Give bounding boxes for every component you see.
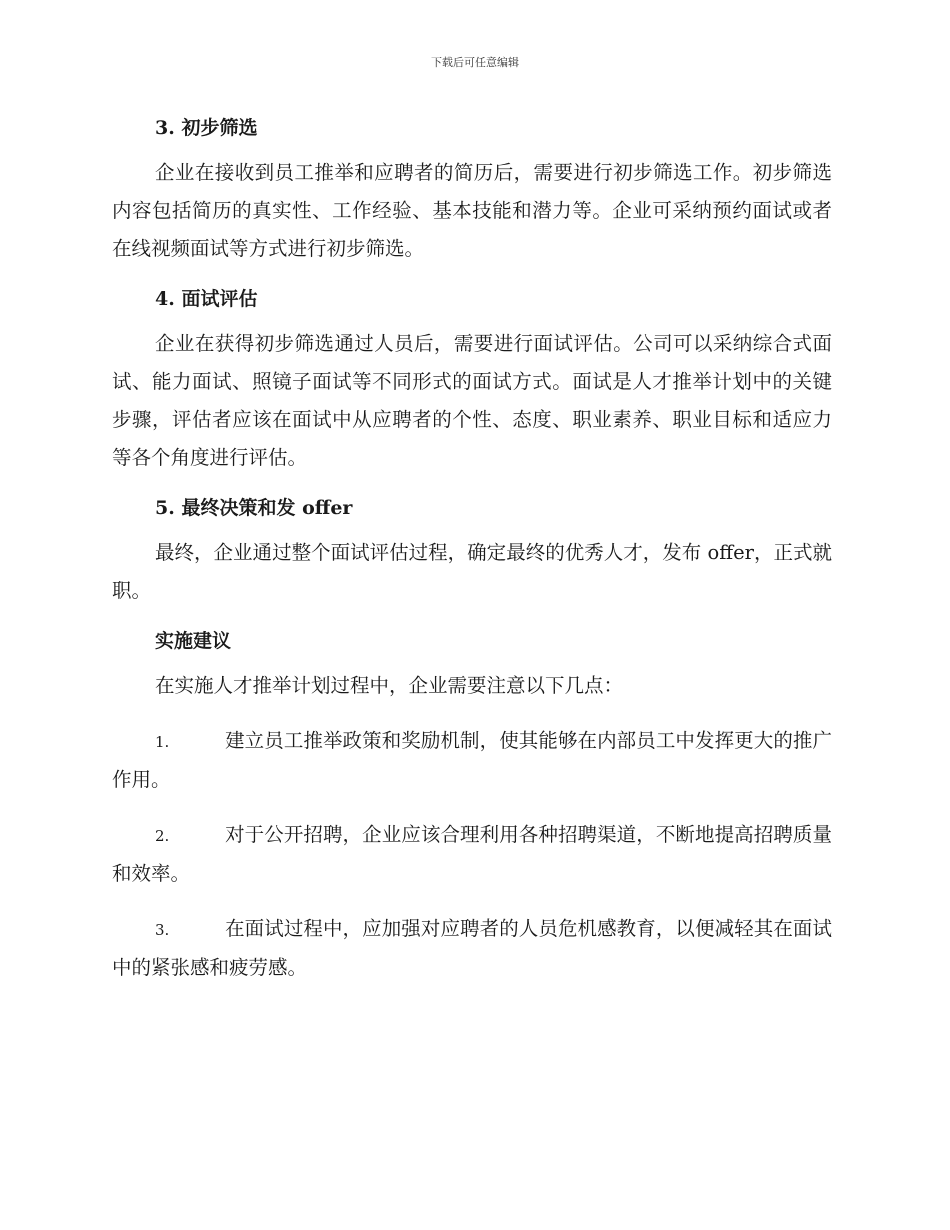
section-paragraph: 企业在接收到员工推举和应聘者的简历后，需要进行初步筛选工作。初步筛选内容包括简历的真实性、工作经验、基本技能和潜力等。企业可采纳预约面试或者在线视频面试等方式进行初步筛选。 <box>112 161 832 260</box>
page-header: 下载后可任意编辑 <box>431 56 519 69</box>
document-body <box>112 112 832 987</box>
list-item <box>112 816 832 893</box>
list-number: 3. <box>155 921 170 939</box>
section-heading: 3. 初步筛选 <box>155 117 258 139</box>
list-item <box>112 910 832 987</box>
section-heading: 5. 最终决策和发 offer <box>155 497 353 519</box>
list-item <box>112 722 832 799</box>
section-paragraph: 企业在获得初步筛选通过人员后，需要进行面试评估。公司可以采纳综合式面试、能力面试、照镜子面试等不同形式的面试方式。面试是人才推举计划中的关键步骤，评估者应该在面试中从应聘者的个性、态度、职业素养、职业目标和适应力等各个角度进行评估。 <box>112 332 832 469</box>
list-text: 在面试过程中，应加强对应聘者的人员危机感教育，以便减轻其在面试中的紧张感和疲劳感。 <box>112 917 832 979</box>
list-number: 1. <box>155 733 170 751</box>
list-text: 对于公开招聘，企业应该合理利用各种招聘渠道，不断地提高招聘质量和效率。 <box>112 823 832 885</box>
list-text: 建立员工推举政策和奖励机制，使其能够在内部员工中发挥更大的推广作用。 <box>112 729 832 791</box>
section-heading: 4. 面试评估 <box>155 288 258 310</box>
section-paragraph: 最终，企业通过整个面试评估过程，确定最终的优秀人才，发布 offer，正式就职。 <box>112 541 832 602</box>
recommendations-heading: 实施建议 <box>155 630 232 652</box>
recommendations-intro: 在实施人才推举计划过程中，企业需要注意以下几点： <box>155 674 624 697</box>
list-number: 2. <box>155 827 170 845</box>
